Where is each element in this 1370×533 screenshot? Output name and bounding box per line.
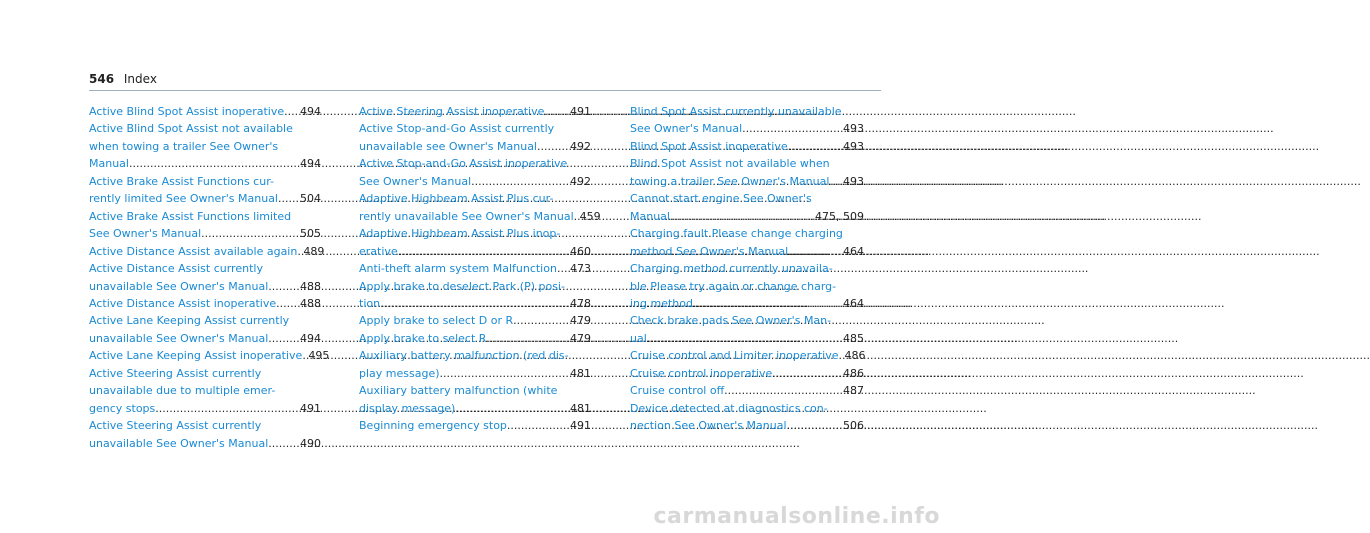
index-entry-text[interactable]: Active Brake Assist Functions cur- <box>89 174 274 188</box>
index-entry-line <box>89 278 321 295</box>
page-reference: 492 <box>570 174 591 188</box>
dot-leader <box>268 278 298 295</box>
index-entry-text[interactable]: Active Stop-and-Go Assist currently <box>359 122 555 136</box>
index-entry-text[interactable]: Apply brake to deselect Park (P) posi- <box>359 279 565 293</box>
dot-leader <box>724 382 841 399</box>
dot-leader <box>557 260 568 277</box>
index-entry-text[interactable]: Active Steering Assist currently <box>89 419 262 433</box>
index-entry-line <box>630 330 864 347</box>
page-number: 546 <box>89 72 115 86</box>
index-entry[interactable] <box>89 347 330 364</box>
dot-leader <box>513 312 568 329</box>
dot-leader <box>670 208 813 225</box>
index-entry-line <box>630 173 864 190</box>
page-reference: 478 <box>570 296 591 310</box>
index-entry[interactable] <box>89 295 321 312</box>
page-reference: 464 <box>843 296 864 310</box>
page-reference: 491 <box>570 105 591 118</box>
index-entry-line <box>359 190 591 207</box>
index-entry-line <box>630 190 864 207</box>
index-entry[interactable] <box>630 155 864 190</box>
index-entry[interactable] <box>359 417 591 434</box>
index-entry-text[interactable]: method See Owner's Manual <box>630 244 789 258</box>
index-entry[interactable] <box>359 382 591 417</box>
index-entry-text[interactable]: tion <box>359 296 381 310</box>
index-entry-text[interactable]: Active Blind Spot Assist inoperative <box>89 105 285 118</box>
index-entry-line <box>630 138 864 155</box>
index-entry-line <box>89 295 321 312</box>
index-entry-text[interactable]: rently limited See Owner's Manual <box>89 192 278 206</box>
index-entry-line <box>359 173 591 190</box>
page-reference: 481 <box>570 401 591 415</box>
index-entry-text[interactable]: Manual <box>630 209 670 223</box>
index-entry-line <box>630 417 864 434</box>
index-entry-text[interactable]: nection See Owner's Manual <box>630 419 787 433</box>
index-entry-line <box>89 243 325 260</box>
dot-leader <box>455 400 568 417</box>
dot-leader <box>380 295 568 312</box>
index-entry-line <box>359 330 591 347</box>
index-entry-line <box>89 382 321 399</box>
page-reference: 494 <box>300 157 321 171</box>
dot-leader <box>788 243 841 260</box>
index-entry-text[interactable]: Anti-theft alarm system Malfunction <box>359 262 557 276</box>
index-entry-line <box>630 225 864 242</box>
index-entry-text[interactable]: Active Blind Spot Assist not available <box>89 122 293 136</box>
dot-leader <box>398 243 568 260</box>
index-entry[interactable] <box>89 120 321 172</box>
page-reference: 490 <box>300 436 321 450</box>
index-entry[interactable] <box>630 347 864 364</box>
index-entry-text[interactable]: Device detected at diagnostics con- <box>630 401 828 415</box>
index-entry-line <box>630 155 864 172</box>
page-reference: 505 <box>300 227 321 241</box>
index-entry-text[interactable]: Manual <box>89 157 129 171</box>
index-entry-text[interactable]: display message) <box>359 401 456 415</box>
index-entry[interactable] <box>359 260 591 277</box>
page-reference: 473 <box>570 262 591 276</box>
index-entry-text[interactable]: play message) <box>359 366 440 380</box>
index-entry-text[interactable]: unavailable See Owner's Manual <box>89 436 269 450</box>
index-entry-text[interactable]: Adaptive Highbeam Assist Plus inop- <box>359 227 561 241</box>
index-entry-line <box>630 278 864 295</box>
page-reference: 486 <box>844 349 866 363</box>
index-entry-text[interactable]: when towing a trailer See Owner's <box>89 139 279 153</box>
dot-leader <box>278 190 298 207</box>
dot-leader <box>471 173 568 190</box>
page-reference: 504 <box>300 192 321 206</box>
index-entry-line <box>630 260 864 277</box>
index-entry-line <box>89 173 321 190</box>
dot-leader <box>276 295 298 312</box>
index-entry-text[interactable]: ual <box>630 331 647 345</box>
index-entry-text[interactable]: Auxiliary battery malfunction (red dis- <box>359 349 569 363</box>
index-entry-text[interactable]: Active Steering Assist currently <box>89 366 262 380</box>
index-entry-line <box>89 208 321 225</box>
page-reference: 487 <box>843 384 864 398</box>
index-entry-line <box>630 208 864 225</box>
index-entry-text[interactable]: Cruise control inoperative <box>630 366 773 380</box>
index-entry-text[interactable]: unavailable due to multiple emer- <box>89 384 276 398</box>
index-entry-line <box>630 103 864 120</box>
index-entry-text[interactable]: See Owner's Manual <box>630 122 743 136</box>
page-reference: 494 <box>300 331 321 345</box>
index-entry[interactable] <box>359 225 591 260</box>
index-entry-text[interactable]: Apply brake to select D or R <box>359 314 514 328</box>
index-entry-line <box>359 417 591 434</box>
index-entry[interactable] <box>359 330 591 347</box>
index-entry-text[interactable]: unavailable See Owner's Manual <box>89 279 269 293</box>
index-entry-line <box>89 400 321 417</box>
header-divider <box>89 90 881 91</box>
dot-leader <box>284 103 298 120</box>
index-entry-text[interactable]: Active Brake Assist Functions limited <box>89 209 292 223</box>
dot-leader <box>787 417 841 434</box>
dot-leader <box>268 330 298 347</box>
page-header <box>89 72 157 86</box>
index-entry-text[interactable]: gency stops <box>89 401 156 415</box>
index-entry-text[interactable]: Adaptive Highbeam Assist Plus cur- <box>359 192 554 206</box>
index-entry-line <box>89 435 321 452</box>
page-reference: 459 <box>579 209 601 223</box>
page-reference: 488 <box>300 296 321 310</box>
index-column-2 <box>359 103 601 435</box>
index-entry[interactable] <box>359 120 591 155</box>
index-entry-text[interactable]: Cruise control and Limiter inoperative <box>630 349 839 363</box>
index-entry-text[interactable]: ble Please try again or change charg- <box>630 279 837 293</box>
index-entry[interactable] <box>89 260 321 295</box>
index-entry-line <box>89 120 321 137</box>
page-reference: 479 <box>570 331 591 345</box>
page-reference: 485 <box>843 331 864 345</box>
index-entry-line <box>630 382 864 399</box>
index-entry-line <box>89 103 321 120</box>
index-entry[interactable] <box>630 190 864 225</box>
index-entry[interactable] <box>630 260 864 312</box>
index-entry-line <box>89 138 321 155</box>
page-reference: 475, 509 <box>815 209 864 223</box>
dot-leader <box>742 120 841 137</box>
watermark: carmanualsonline.info <box>653 504 940 529</box>
index-entry[interactable] <box>359 278 591 313</box>
index-entry-line <box>359 225 591 242</box>
index-entry-text[interactable]: rently unavailable See Owner's Manual <box>359 209 574 223</box>
index-entry-text[interactable]: towing a trailer See Owner's Manual <box>630 174 830 188</box>
index-entry-text[interactable]: Blind Spot Assist currently unavailable <box>630 105 842 118</box>
index-entry-line <box>89 417 321 434</box>
index-entry[interactable] <box>89 243 325 260</box>
index-entry-text[interactable]: Cruise control off <box>630 384 725 398</box>
index-entry-line <box>89 225 321 242</box>
index-entry[interactable] <box>630 312 864 347</box>
dot-leader <box>544 103 568 120</box>
index-entry-line <box>359 260 591 277</box>
index-entry-text[interactable]: Auxiliary battery malfunction (white <box>359 384 558 398</box>
index-entry-line <box>359 120 591 137</box>
dot-leader <box>772 365 841 382</box>
dot-leader <box>507 417 568 434</box>
index-entry-line <box>359 155 591 172</box>
index-entry[interactable] <box>630 365 864 382</box>
index-entry-line <box>359 365 591 382</box>
index-entry[interactable] <box>89 173 321 208</box>
index-entry-line <box>359 103 591 120</box>
index-entry-text[interactable]: Active Distance Assist currently <box>89 262 263 276</box>
index-entry-line <box>89 190 321 207</box>
index-entry-text[interactable]: erative <box>359 244 398 258</box>
index-entry-line <box>359 295 591 312</box>
index-column-1 <box>89 103 330 452</box>
index-entry[interactable] <box>630 138 864 155</box>
index-entry-text[interactable]: Blind Spot Assist inoperative <box>630 139 788 153</box>
index-entry-text[interactable]: unavailable see Owner's Manual <box>359 139 537 153</box>
page-reference: 495 <box>308 349 330 363</box>
dot-leader <box>693 295 841 312</box>
index-entry-text[interactable]: Active Lane Keeping Assist inoperative <box>89 349 303 363</box>
dot-leader <box>537 138 568 155</box>
index-entry-line <box>630 243 864 260</box>
index-entry[interactable] <box>630 225 864 260</box>
index-entry-line <box>89 260 321 277</box>
index-entry-line <box>89 330 321 347</box>
page-reference: 506 <box>843 419 864 433</box>
index-entry[interactable] <box>89 417 321 452</box>
index-entry-text[interactable]: Blind Spot Assist not available when <box>630 157 830 171</box>
dot-leader <box>129 155 298 172</box>
dot-leader <box>440 365 568 382</box>
index-column-3 <box>630 103 864 435</box>
index-entry-line <box>359 208 601 225</box>
index-entry-line <box>89 365 321 382</box>
index-entry-line <box>359 382 591 399</box>
page-reference: 491 <box>570 419 591 433</box>
index-entry-line <box>630 347 864 364</box>
page-reference: 491 <box>300 401 321 415</box>
dot-leader <box>201 225 298 242</box>
index-entry-text[interactable]: See Owner's Manual <box>359 174 472 188</box>
index-entry[interactable] <box>89 365 321 417</box>
index-entry-text[interactable]: Charging method currently unavaila- <box>630 262 833 276</box>
index-entry-text[interactable]: Charging fault Please change charging <box>630 227 843 241</box>
index-entry-text[interactable]: Check brake pads See Owner's Man- <box>630 314 832 328</box>
index-entry-line <box>630 312 864 329</box>
index-entry[interactable] <box>359 103 591 120</box>
index-entry-text[interactable]: ing method <box>630 296 693 310</box>
index-entry-text[interactable]: Active Lane Keeping Assist currently <box>89 314 290 328</box>
page-reference: 488 <box>300 279 321 293</box>
index-entry-line <box>630 365 864 382</box>
index-entry-line <box>89 347 330 364</box>
page-reference: 493 <box>843 139 864 153</box>
page-title: Index <box>123 72 157 86</box>
page-reference: 460 <box>570 244 591 258</box>
page-reference: 493 <box>843 122 864 136</box>
index-entry[interactable] <box>359 312 591 329</box>
dot-leader <box>155 400 298 417</box>
index-entry-text[interactable]: unavailable See Owner's Manual <box>89 331 269 345</box>
index-entry[interactable] <box>630 382 864 399</box>
index-entry[interactable] <box>630 103 864 138</box>
index-entry-line <box>359 400 591 417</box>
index-entry-line <box>89 312 321 329</box>
page-reference: 489 <box>303 244 325 258</box>
index-entry-line <box>89 155 321 172</box>
index-entry-text[interactable]: Apply brake to select R <box>359 331 487 345</box>
index-entry-text[interactable]: Beginning emergency stop <box>359 419 507 433</box>
index-entry[interactable] <box>89 312 321 347</box>
dot-leader <box>647 330 841 347</box>
page-reference: 479 <box>570 314 591 328</box>
index-entry[interactable] <box>359 347 591 382</box>
dot-leader <box>268 435 298 452</box>
index-entry[interactable] <box>359 190 601 225</box>
page-reference: 493 <box>843 174 864 188</box>
page-reference: 481 <box>570 366 591 380</box>
index-entry-line <box>630 120 864 137</box>
index-entry[interactable] <box>359 155 591 190</box>
index-entry-line <box>630 400 864 417</box>
index-entry-text[interactable]: See Owner's Manual <box>89 227 202 241</box>
index-entry-line <box>359 138 591 155</box>
page-reference: 494 <box>300 105 321 118</box>
index-entry[interactable] <box>89 208 321 243</box>
index-entry[interactable] <box>630 400 864 435</box>
index-entry-line <box>359 347 591 364</box>
page-reference: 464 <box>843 244 864 258</box>
index-entry-line <box>630 295 864 312</box>
index-entry-text[interactable]: Active Distance Assist inoperative <box>89 296 277 310</box>
index-entry-text[interactable]: Cannot start engine See Owner's <box>630 192 812 206</box>
page-reference: 492 <box>570 139 591 153</box>
dot-leader <box>788 138 841 155</box>
index-entry[interactable] <box>89 103 321 120</box>
index-entry-line <box>359 278 591 295</box>
index-entry-text[interactable]: Active Distance Assist available again <box>89 244 298 258</box>
index-entry-line <box>359 243 591 260</box>
index-entry-line <box>359 312 591 329</box>
index-entry-text[interactable]: Active Steering Assist inoperative <box>359 105 545 118</box>
page-reference: 486 <box>843 366 864 380</box>
dot-leader <box>829 173 841 190</box>
dot-leader <box>486 330 568 347</box>
index-entry-text[interactable]: Active Stop-and-Go Assist inoperative <box>359 157 568 171</box>
